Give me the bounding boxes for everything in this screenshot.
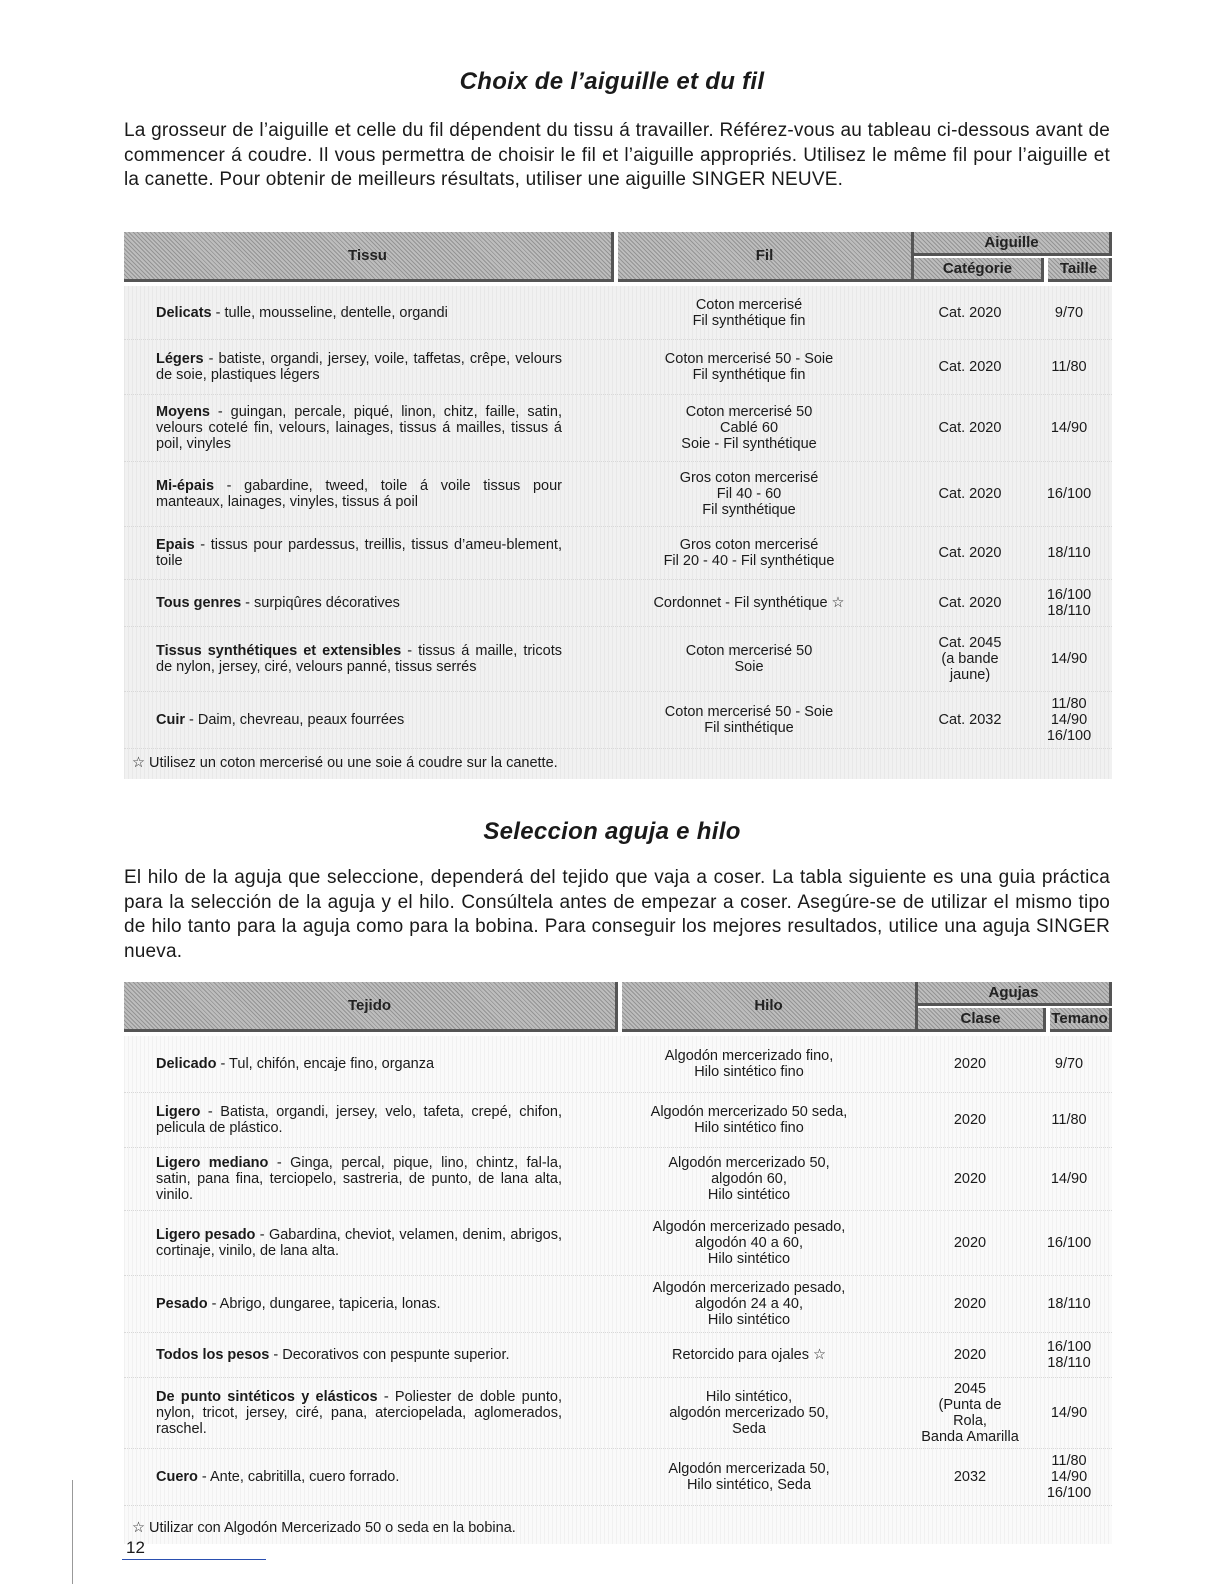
table-row: [124, 1449, 1112, 1506]
category-cell: Cat. 2020: [938, 545, 1002, 561]
table-row: [124, 580, 1112, 627]
header-thread: Hilo: [622, 982, 918, 1032]
size-cell: 14/90: [1050, 1405, 1088, 1421]
table-row: [124, 1093, 1112, 1148]
header-size: Temano: [1050, 1008, 1112, 1032]
size-cell: 11/80 14/90 16/100: [1046, 696, 1092, 744]
spanish-table-body: [124, 1036, 1112, 1544]
thread-cell: Coton mercerisé 50 - Soie Fil synthétique fin: [664, 351, 834, 383]
fabric-label: Légers: [156, 351, 204, 367]
thread-cell: Algodón mercerizado 50, algodón 60, Hilo sintético: [668, 1155, 830, 1203]
size-cell: 14/90: [1050, 651, 1088, 667]
table-row: [124, 1211, 1112, 1276]
fabric-desc: - tissus pour pardessus, treillis, tissus d’ameu-blement, toile: [156, 537, 562, 569]
page-edge: [72, 1480, 73, 1584]
fabric-desc: - Decorativos con pespunte superior.: [269, 1347, 510, 1363]
category-cell: Cat. 2020: [938, 595, 1002, 611]
size-cell: 9/70: [1054, 1056, 1084, 1072]
size-cell: 11/80: [1051, 1112, 1087, 1128]
page-number: 12: [126, 1538, 145, 1557]
thread-cell: Algodón mercerizado fino, Hilo sintético fino: [664, 1048, 834, 1080]
category-cell: Cat. 2020: [938, 486, 1002, 502]
fabric-desc: - surpiqûres décoratives: [241, 595, 400, 611]
page-number-rule: [122, 1559, 266, 1560]
fabric-desc: - gabardine, tweed, toile á voile tissus pour manteaux, lainages, vinyles, tissus á poil: [156, 478, 562, 510]
size-cell: 16/100 18/110: [1046, 587, 1092, 619]
category-cell: 2020: [953, 1347, 987, 1363]
french-footnote: ☆ Utilisez un coton mercerisé ou une soie á coudre sur la canette.: [132, 755, 558, 771]
size-cell: 18/110: [1047, 545, 1091, 561]
fabric-desc: - guingan, percale, piqué, linon, chitz, faille, satin, velours coteIé fin, velours, lainages, tissus á mailles, tissus á poil, vinyles: [156, 404, 562, 452]
category-cell: 2045 (Punta de Rola, Banda Amarilla: [921, 1381, 1019, 1445]
fabric-desc: - Ante, cabritilla, cuero forrado.: [197, 1469, 400, 1485]
thread-cell: Cordonnet - Fil synthétique ☆: [653, 595, 845, 611]
size-cell: 14/90: [1050, 1171, 1088, 1187]
thread-cell: Algodón mercerizado pesado, algodón 40 a 60, Hilo sintético: [652, 1219, 846, 1267]
thread-cell: Gros coton mercerisé Fil 20 - 40 - Fil synthétique: [663, 537, 835, 569]
table-row: [124, 627, 1112, 692]
fabric-desc: - Ginga, percal, pique, lino, chintz, fal-la, satin, pana fina, terciopelo, sastreria, de punto, de lana alta, vinilo.: [156, 1155, 562, 1203]
thread-cell: Gros coton mercerisé Fil 40 - 60 Fil synthétique: [679, 470, 819, 518]
thread-cell: Algodón mercerizado pesado, algodón 24 a 40, Hilo sintético: [652, 1280, 846, 1328]
thread-cell: Algodón mercerizado 50 seda, Hilo sintético fino: [650, 1104, 848, 1136]
french-title: Choix de l’aiguille et du fil: [459, 68, 765, 95]
table-row: [124, 286, 1112, 340]
size-cell: 16/100 18/110: [1046, 1339, 1092, 1371]
fabric-desc: - batiste, organdi, jersey, voile, taffetas, crêpe, velours de soie, plastiques légers: [156, 351, 562, 383]
header-category: Catégorie: [914, 258, 1044, 282]
category-cell: 2032: [953, 1469, 987, 1485]
size-cell: 11/80 14/90 16/100: [1046, 1453, 1092, 1501]
french-intro: La grosseur de l’aiguille et celle du fil dépendent du tissu á travailler. Référez-vous au tableau ci-dessous avant de commencer á coudre. Il vous permettra de choisir le fil et l’aiguille appropriés. Utilisez le même fil pour l’aiguille et la canette. Pour obtenir de meilleurs résultats, utiliser une aiguille SINGER NEUVE.: [124, 120, 1110, 190]
header-needle: Agujas: [918, 982, 1112, 1006]
table-row: [124, 527, 1112, 580]
header-category: Clase: [918, 1008, 1046, 1032]
table-row: [124, 1276, 1112, 1333]
fabric-desc: - tissus á maille, tricots de nylon, jersey, ciré, velours panné, tissus serrés: [156, 643, 562, 675]
fabric-desc: - Gabardina, cheviot, velamen, denim, abrigos, cortinaje, vinilo, de lana alta.: [156, 1227, 562, 1259]
category-cell: Cat. 2020: [938, 420, 1002, 436]
fabric-desc: - Daim, chevreau, peaux fourrées: [185, 712, 405, 728]
size-cell: 9/70: [1054, 304, 1084, 321]
fabric-label: Ligero pesado: [156, 1227, 256, 1243]
thread-cell: Coton mercerisé Fil synthétique fin: [692, 296, 806, 329]
fabric-label: Delicats: [156, 304, 212, 321]
table-row: [124, 1378, 1112, 1449]
category-cell: Cat. 2020: [938, 304, 1002, 321]
header-size: Taille: [1048, 258, 1112, 282]
header-needle: Aiguille: [914, 232, 1112, 256]
thread-cell: Hilo sintético, algodón mercerizado 50, Seda: [669, 1389, 829, 1437]
fabric-label: Cuir: [156, 712, 185, 728]
table-row: [124, 340, 1112, 395]
size-cell: 14/90: [1050, 420, 1088, 436]
category-cell: 2020: [953, 1235, 987, 1251]
fabric-desc: - tulle, mousseline, dentelle, organdi: [211, 304, 448, 321]
fabric-label: Pesado: [156, 1296, 208, 1312]
fabric-label: Ligero mediano: [156, 1155, 269, 1171]
fabric-label: Mi-épais: [156, 478, 215, 494]
fabric-desc: - Tul, chifón, encaje fino, organza: [216, 1056, 435, 1072]
size-cell: 18/110: [1047, 1296, 1091, 1312]
category-cell: 2020: [953, 1296, 987, 1312]
spanish-intro: El hilo de la aguja que seleccione, dependerá del tejido que vaja a coser. La tabla siguiente es una guia práctica para la selección de la aguja y el hilo. Consúltela antes de empezar a coser. Asegúre-se de utilizar el mismo tipo de hilo tanto para la aguja como para la bobina. Para conseguir los mejores resultados, utilice una aguja SINGER nueva.: [124, 867, 1110, 962]
thread-cell: Coton mercerisé 50 Soie: [685, 643, 813, 675]
table-row: [124, 395, 1112, 462]
fabric-desc: - Abrigo, dungaree, tapiceria, lonas.: [207, 1296, 441, 1312]
french-table-body: [124, 286, 1112, 779]
french-table: [124, 232, 1112, 779]
table-row: [124, 1036, 1112, 1093]
size-cell: 16/100: [1046, 486, 1092, 502]
fabric-label: Cuero: [156, 1469, 198, 1485]
fabric-desc: - Poliester de doble punto, nylon, tricot, jersey, ciré, pana, aterciopelada, aglomerados, raschel.: [156, 1389, 562, 1437]
category-cell: Cat. 2020: [938, 359, 1002, 375]
header-fabric: Tissu: [124, 232, 614, 282]
fabric-label: Tissus synthétiques et extensibles: [156, 643, 402, 659]
category-cell: 2020: [953, 1112, 987, 1128]
table-row: [124, 1333, 1112, 1378]
spanish-table: [124, 982, 1112, 1544]
table-row: [124, 692, 1112, 749]
category-cell: 2020: [953, 1056, 987, 1072]
size-cell: 11/80: [1051, 359, 1087, 375]
fabric-label: Delicado: [156, 1056, 217, 1072]
category-cell: Cat. 2045 (a bande jaune): [938, 635, 1002, 683]
fabric-label: De punto sintéticos y elásticos: [156, 1389, 378, 1405]
spanish-footnote: ☆ Utilizar con Algodón Mercerizado 50 o seda en la bobina.: [132, 1520, 516, 1536]
thread-cell: Retorcido para ojales ☆: [671, 1347, 827, 1363]
table-row: [124, 462, 1112, 527]
fabric-label: Ligero: [156, 1104, 201, 1120]
fabric-label: Todos los pesos: [156, 1347, 270, 1363]
fabric-label: Tous genres: [156, 595, 242, 611]
spanish-table-header: [124, 982, 1112, 1032]
thread-cell: Coton mercerisé 50 - Soie Fil sinthétique: [664, 704, 834, 736]
thread-cell: Algodón mercerizada 50, Hilo sintético, Seda: [668, 1461, 830, 1493]
fabric-label: Epais: [156, 537, 195, 553]
thread-cell: Coton mercerisé 50 Cablé 60 Soie - Fil synthétique: [681, 404, 817, 452]
french-table-header: [124, 232, 1112, 282]
header-thread: Fil: [618, 232, 914, 282]
size-cell: 16/100: [1046, 1235, 1092, 1251]
spanish-title: Seleccion aguja e hilo: [483, 818, 741, 845]
fabric-label: Moyens: [156, 404, 210, 420]
fabric-desc: - Batista, organdi, jersey, velo, tafeta, crepé, chifon, pelicula de plástico.: [156, 1104, 562, 1136]
category-cell: 2020: [953, 1171, 987, 1187]
header-fabric: Tejido: [124, 982, 618, 1032]
category-cell: Cat. 2032: [938, 712, 1002, 728]
table-row: [124, 1148, 1112, 1211]
